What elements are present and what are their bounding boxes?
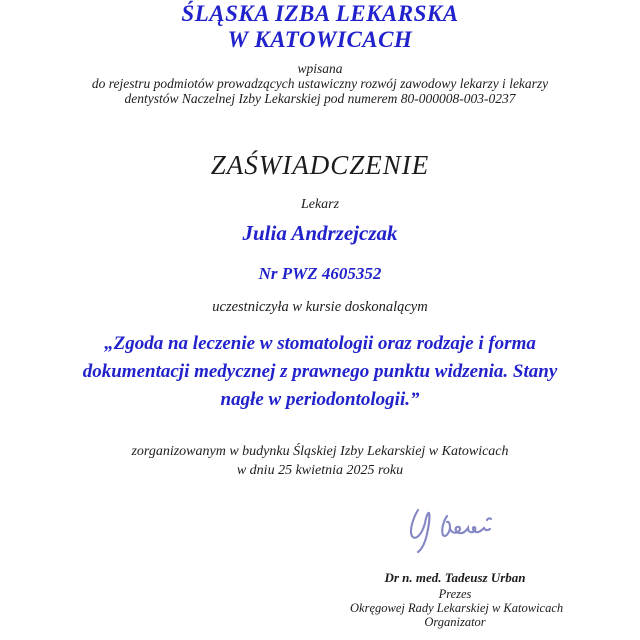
participation-text: uczestniczyła w kursie doskonalącym	[212, 299, 428, 315]
course-title-line1: „Zgoda na leczenie w stomatologii oraz rodzaje i forma	[104, 333, 536, 354]
course-title-line3: nagłe w periodontologii.”	[220, 389, 420, 410]
venue-text: zorganizowanym w budynku Śląskiej Izby Lekarskiej w Katowicach	[131, 444, 509, 459]
recipient-role-label: Lekarz	[300, 197, 340, 212]
registration-note-line3: dentystów Naczelnej Izby Lekarskiej pod numerem 80-000008-003-0237	[124, 91, 516, 106]
org-name-line2: W KATOWICACH	[227, 27, 413, 52]
course-title-line2: dokumentacji medycznej z prawnego punktu widzenia. Stany	[82, 361, 558, 382]
recipient-name: Julia Andrzejczak	[242, 221, 398, 245]
registration-note-line2: do rejestru podmiotów prowadzących ustawiczny rozwój zawodowy lekarzy i lekarzy	[91, 76, 549, 91]
certificate-title: ZAŚWIADCZENIE	[210, 150, 430, 180]
signatory-name: Dr n. med. Tadeusz Urban	[384, 570, 526, 585]
org-name-line1: ŚLĄSKA IZBA LEKARSKA	[181, 1, 459, 26]
signatory-role: Organizator	[424, 615, 486, 629]
signatory-position: Prezes	[438, 587, 472, 601]
signatory-organization: Okręgowej Rady Lekarskiej w Katowicach	[350, 601, 564, 615]
handwritten-signature-icon	[402, 503, 506, 557]
registration-note-line1: wpisana	[297, 61, 343, 76]
license-number: Nr PWZ 4605352	[258, 264, 382, 283]
date-text: w dniu 25 kwietnia 2025 roku	[236, 463, 404, 478]
